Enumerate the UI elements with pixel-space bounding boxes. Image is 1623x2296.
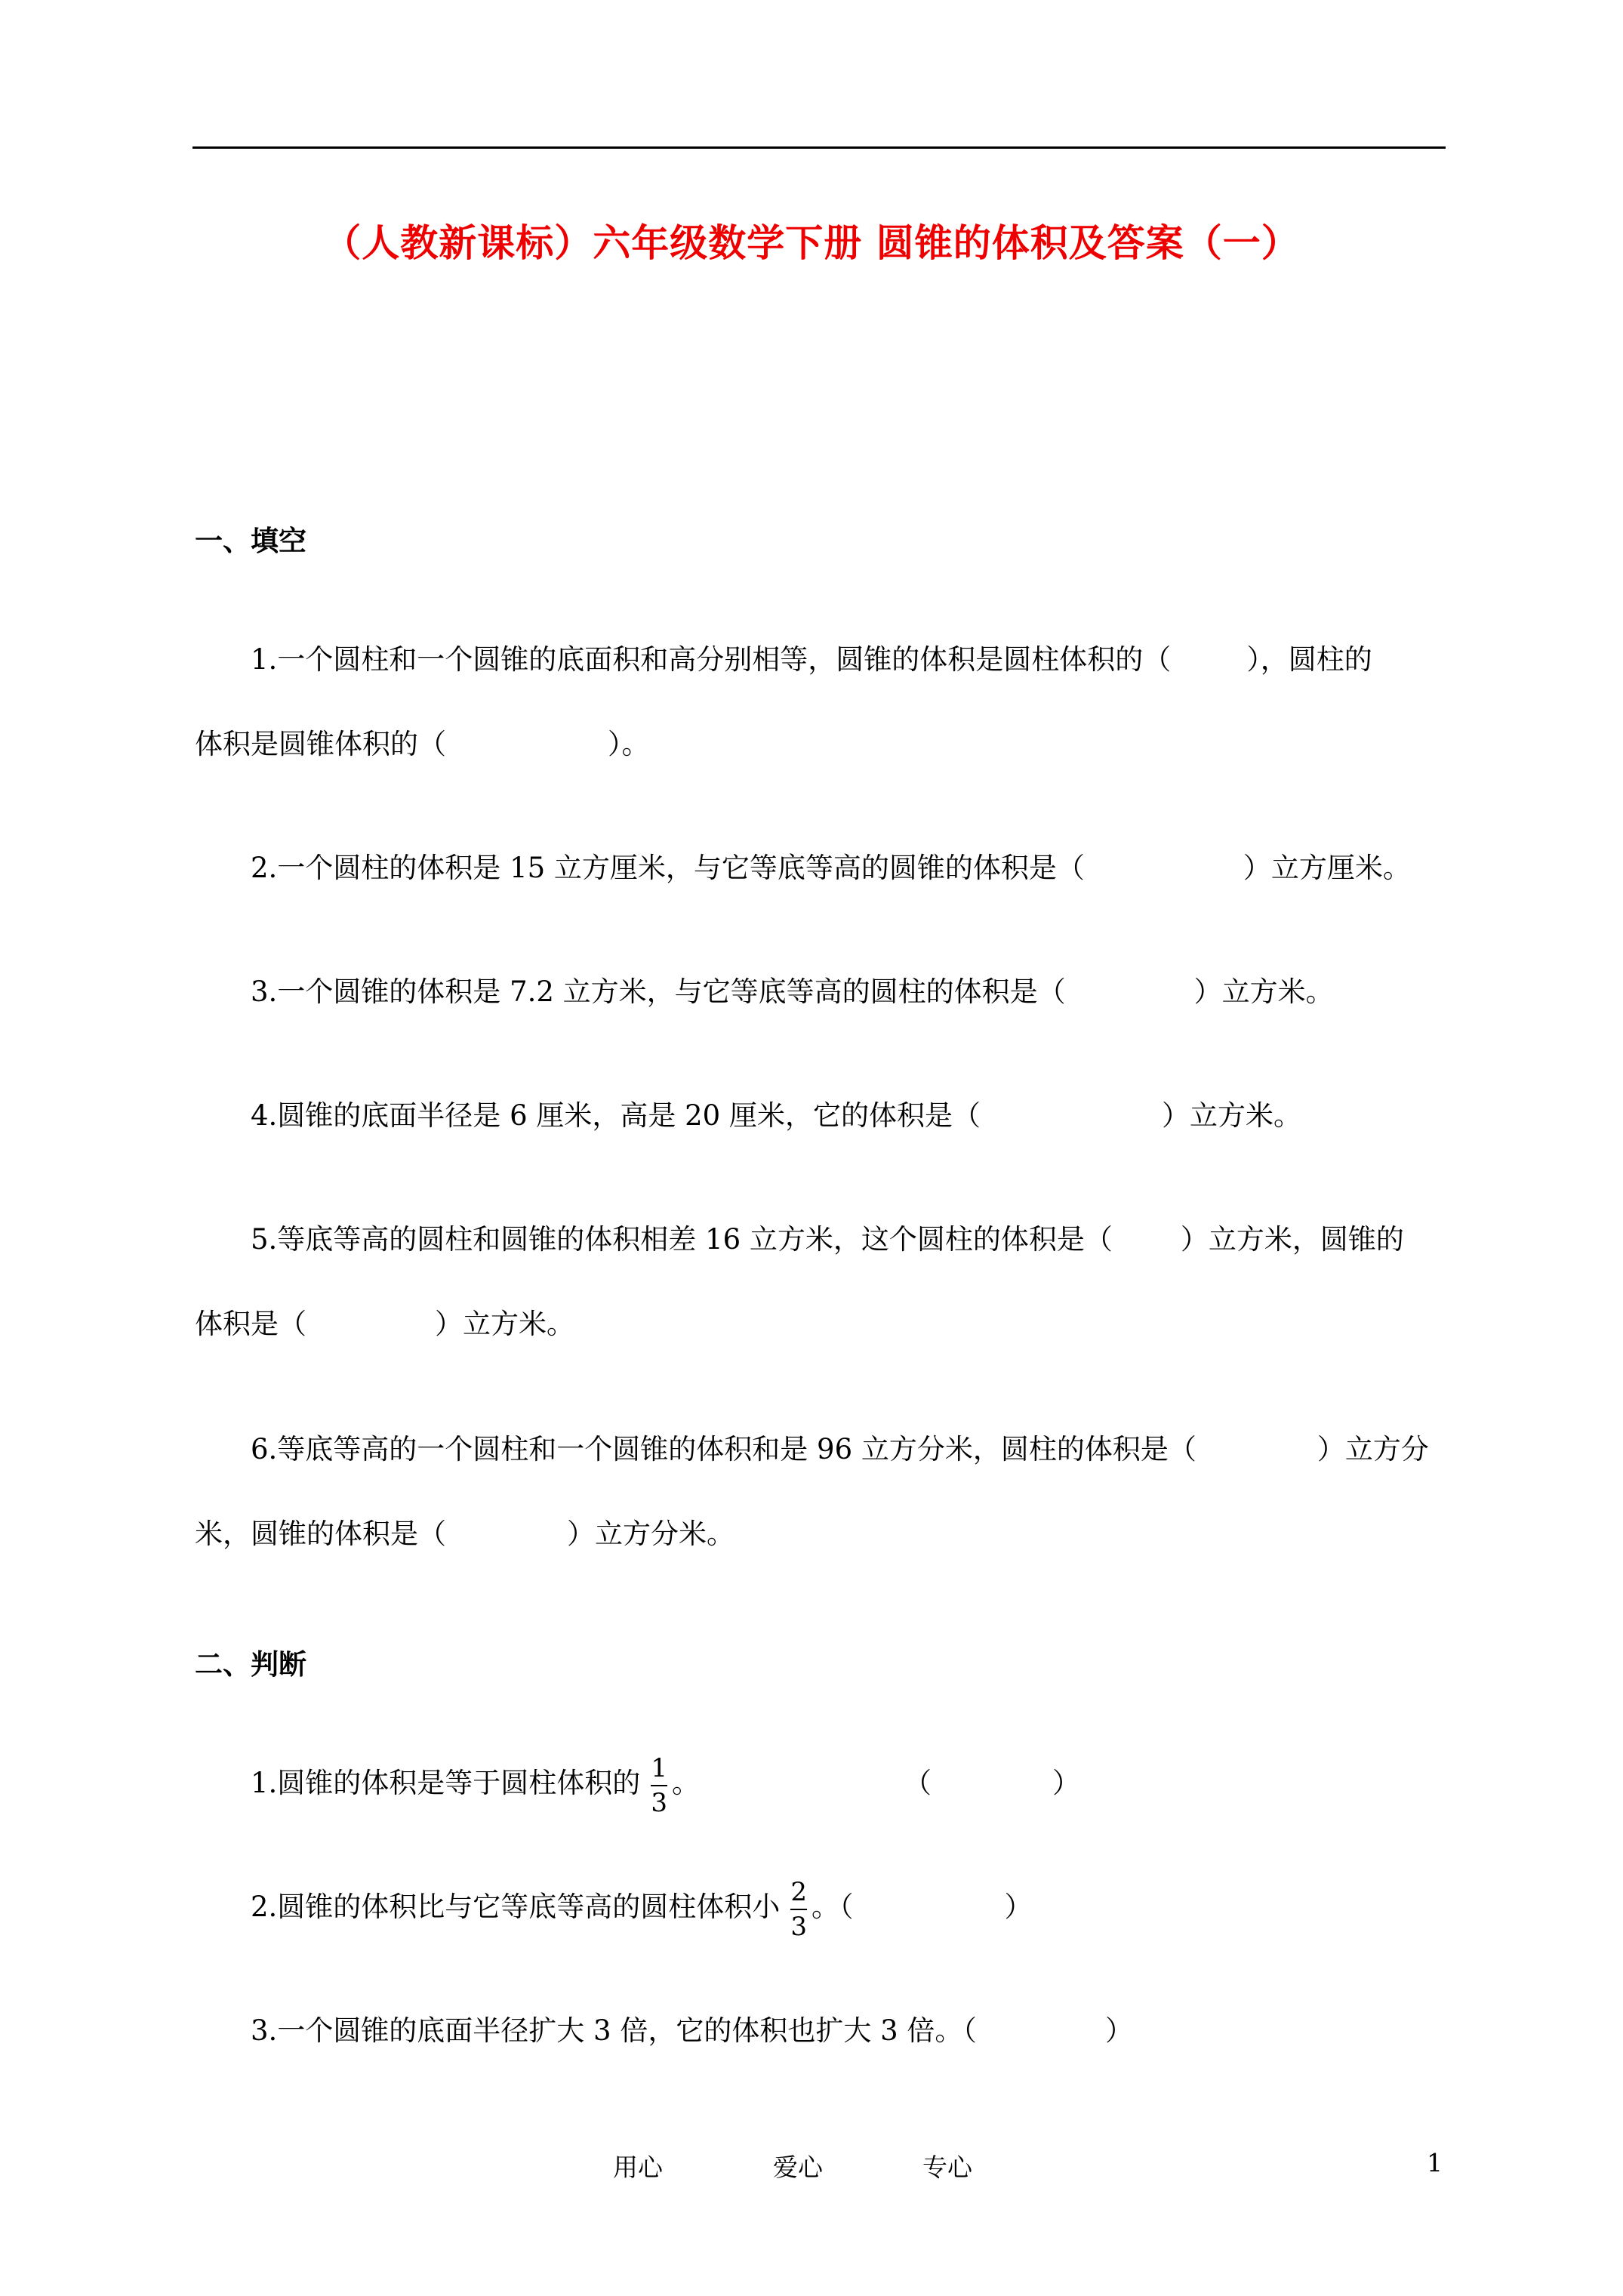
question-judge-1: 1.圆锥的体积是等于圆柱体积的 $\frac{1}{3}$ 。 （ ） [251,1752,1080,1818]
page-number: 1 [1427,2148,1443,2177]
question-fill-1: 1.一个圆柱和一个圆锥的底面积和高分别相等，圆锥的体积是圆柱体积的（ ），圆柱的 体积是圆锥体积的（ ）。 [195,643,1372,760]
footer-slogan-2: 爱心 [773,2153,823,2182]
page-title: （人教新课标）六年级数学下册 圆锥的体积及答案（一） [323,220,1300,265]
footer-slogan-3: 专心 [922,2153,972,2182]
fraction-one-third: $\frac{1}{3}$ [651,1752,667,1818]
question-fill-6: 6.等底等高的一个圆柱和一个圆锥的体积和是 96 立方分米，圆柱的体积是（ ）立方分 米，圆锥的体积是（ ）立方分米。 [195,1433,1429,1550]
question-fill-3: 3.一个圆锥的体积是 7.2 立方米，与它等底等高的圆柱的体积是（ ）立方米。 [251,975,1334,1008]
question-judge-3: 3.一个圆锥的底面半径扩大 3 倍，它的体积也扩大 3 倍。（ ） [251,2014,1133,2047]
question-fill-4: 4.圆锥的底面半径是 6 厘米，高是 20 厘米，它的体积是（ ）立方米。 [251,1099,1301,1132]
header-rule [192,146,1446,149]
fraction-two-thirds: $\frac{2}{3}$ [790,1876,807,1942]
section-heading-fill-blank: 一、填空 [195,524,306,557]
question-fill-5: 5.等底等高的圆柱和圆锥的体积相差 16 立方米，这个圆柱的体积是（ ）立方米，圆锥的 体积是（ ）立方米。 [195,1223,1404,1340]
section-heading-true-false: 二、判断 [195,1647,306,1681]
footer-slogan-1: 用心 [613,2153,663,2182]
question-fill-2: 2.一个圆柱的体积是 15 立方厘米，与它等底等高的圆锥的体积是（ ）立方厘米。 [251,852,1411,884]
question-judge-2: 2.圆锥的体积比与它等底等高的圆柱体积小 $\frac{2}{3}$ 。（ ） [251,1876,1033,1942]
